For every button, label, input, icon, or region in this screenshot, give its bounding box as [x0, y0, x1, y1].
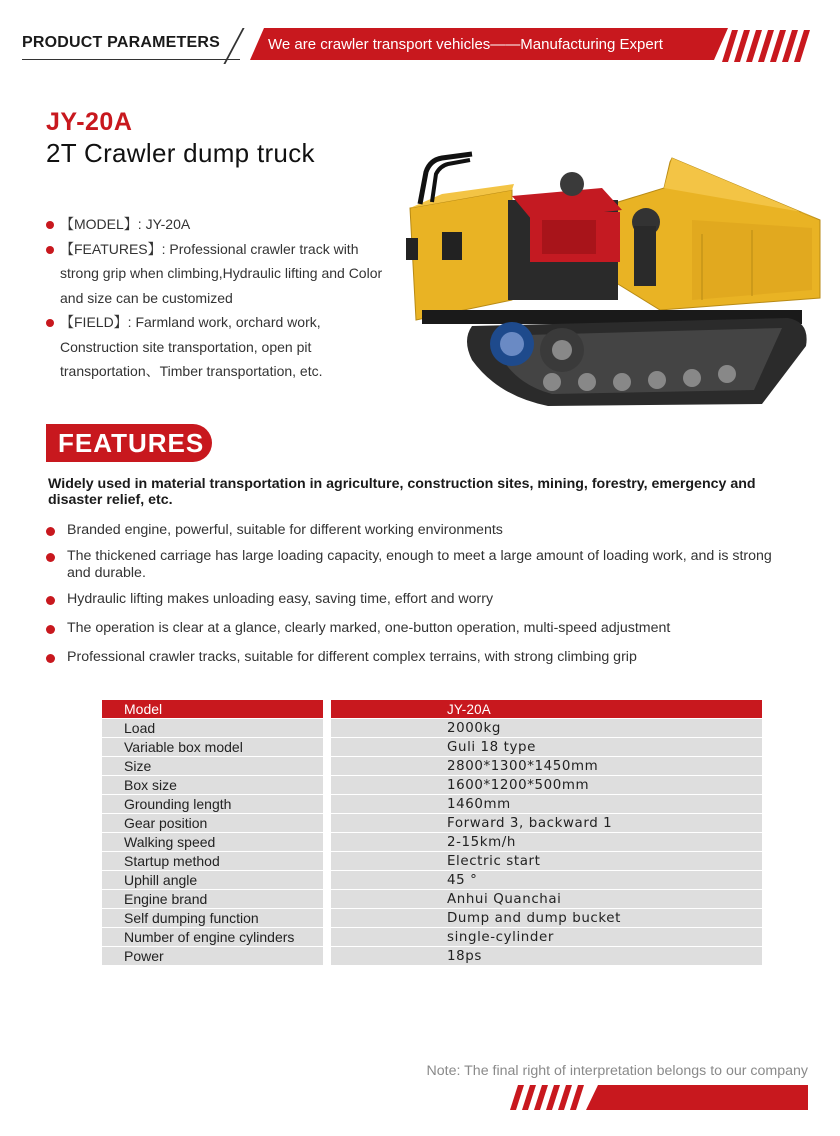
footer-bar: [586, 1085, 808, 1110]
spec-key: Size: [102, 757, 323, 775]
spec-key: Self dumping function: [102, 909, 323, 927]
feature-item: [46, 522, 786, 539]
footer-stripes-decoration: [510, 1085, 586, 1110]
features-intro: Widely used in material transportation in agriculture, construction sites, mining, forestry, emergency and disaster relief, etc.: [48, 476, 756, 508]
spec-key: Walking speed: [102, 833, 323, 851]
info-features-value: Professional crawler track with strong grip when climbing,Hydraulic lifting and Color and size can be customized: [60, 240, 383, 306]
spec-row: [102, 738, 762, 757]
bullet-dot: [46, 527, 55, 536]
spec-row: [102, 947, 762, 966]
spec-row: [102, 871, 762, 890]
feature-item: [46, 620, 786, 637]
spec-key: Number of engine cylinders: [102, 928, 323, 946]
feature-item-text: Professional crawler tracks, suitable for different complex terrains, with strong climbing grip: [67, 649, 637, 665]
spec-row: [102, 719, 762, 738]
spec-key: Variable box model: [102, 738, 323, 756]
section-title: PRODUCT PARAMETERS: [22, 34, 220, 51]
product-info: [46, 212, 396, 384]
feature-item: [46, 591, 786, 608]
spec-value: Guli 18 type: [331, 738, 762, 756]
spec-value: Electric start: [331, 852, 762, 870]
spec-row: [102, 814, 762, 833]
product-code: JY-20A: [46, 108, 133, 136]
feature-item-text: The operation is clear at a glance, clearly marked, one-button operation, multi-speed adjustment: [67, 620, 671, 636]
features-badge-label: FEATURES: [58, 428, 205, 458]
features-list: [46, 522, 786, 666]
feature-item-text: The thickened carriage has large loading capacity, enough to meet a large amount of loading work, and is strong and durable.: [67, 548, 772, 581]
spec-row: [102, 757, 762, 776]
info-field-label: 【FIELD】:: [60, 314, 136, 330]
feature-item-text: Branded engine, powerful, suitable for different working environments: [67, 522, 503, 538]
spec-value: 2000kg: [331, 719, 762, 737]
spec-row: [102, 852, 762, 871]
footer-note: Note: The final right of interpretation belongs to our company: [426, 1063, 808, 1079]
bullet-dot: [46, 553, 55, 562]
spec-value: 45 °: [331, 871, 762, 889]
spec-row: [102, 928, 762, 947]
spec-row: [102, 776, 762, 795]
product-name: 2T Crawler dump truck: [46, 138, 315, 168]
spec-value: 1600*1200*500mm: [331, 776, 762, 794]
info-field-value: Farmland work, orchard work, Construction site transportation, open pit transportation、Timber transportation, etc.: [60, 314, 323, 379]
spec-table: [102, 700, 762, 966]
spec-value: Forward 3, backward 1: [331, 814, 762, 832]
bullet-dot: [46, 319, 54, 327]
spec-key: Engine brand: [102, 890, 323, 908]
info-features-label: 【FEATURES】:: [60, 240, 170, 257]
spec-value: Anhui Quanchai: [331, 890, 762, 908]
spec-key: Gear position: [102, 814, 323, 832]
bullet-dot: [46, 221, 54, 229]
spec-header-key: Model: [102, 700, 323, 718]
info-model: [46, 212, 396, 237]
feature-item: [46, 649, 786, 666]
spec-value: single-cylinder: [331, 928, 762, 946]
feature-item-text: Hydraulic lifting makes unloading easy, saving time, effort and worry: [67, 591, 494, 607]
header-banner-text: We are crawler transport vehicles——Manufacturing Expert: [268, 36, 663, 53]
spec-value: 18ps: [331, 947, 762, 965]
header-stripes-decoration: [722, 30, 812, 62]
bullet-dot: [46, 654, 55, 663]
spec-key: Grounding length: [102, 795, 323, 813]
spec-value: 2-15km/h: [331, 833, 762, 851]
info-field: [46, 310, 396, 384]
spec-table-header: [102, 700, 762, 719]
spec-row: [102, 833, 762, 852]
spec-key: Uphill angle: [102, 871, 323, 889]
spec-row: [102, 909, 762, 928]
spec-key: Power: [102, 947, 323, 965]
bullet-dot: [46, 625, 55, 634]
crawler-dump-truck-image: [402, 150, 822, 412]
title-underline: [22, 59, 240, 60]
feature-item: [46, 548, 786, 582]
info-features: [46, 237, 396, 311]
info-model-label: 【MODEL】:: [60, 216, 146, 232]
spec-header-value: JY-20A: [331, 700, 762, 718]
info-model-value: JY-20A: [145, 216, 191, 232]
bullet-dot: [46, 246, 54, 254]
spec-row: [102, 890, 762, 909]
spec-key: Load: [102, 719, 323, 737]
spec-value: Dump and dump bucket: [331, 909, 762, 927]
bullet-dot: [46, 596, 55, 605]
spec-row: [102, 795, 762, 814]
spec-key: Startup method: [102, 852, 323, 870]
spec-value: 2800*1300*1450mm: [331, 757, 762, 775]
spec-key: Box size: [102, 776, 323, 794]
spec-value: 1460mm: [331, 795, 762, 813]
